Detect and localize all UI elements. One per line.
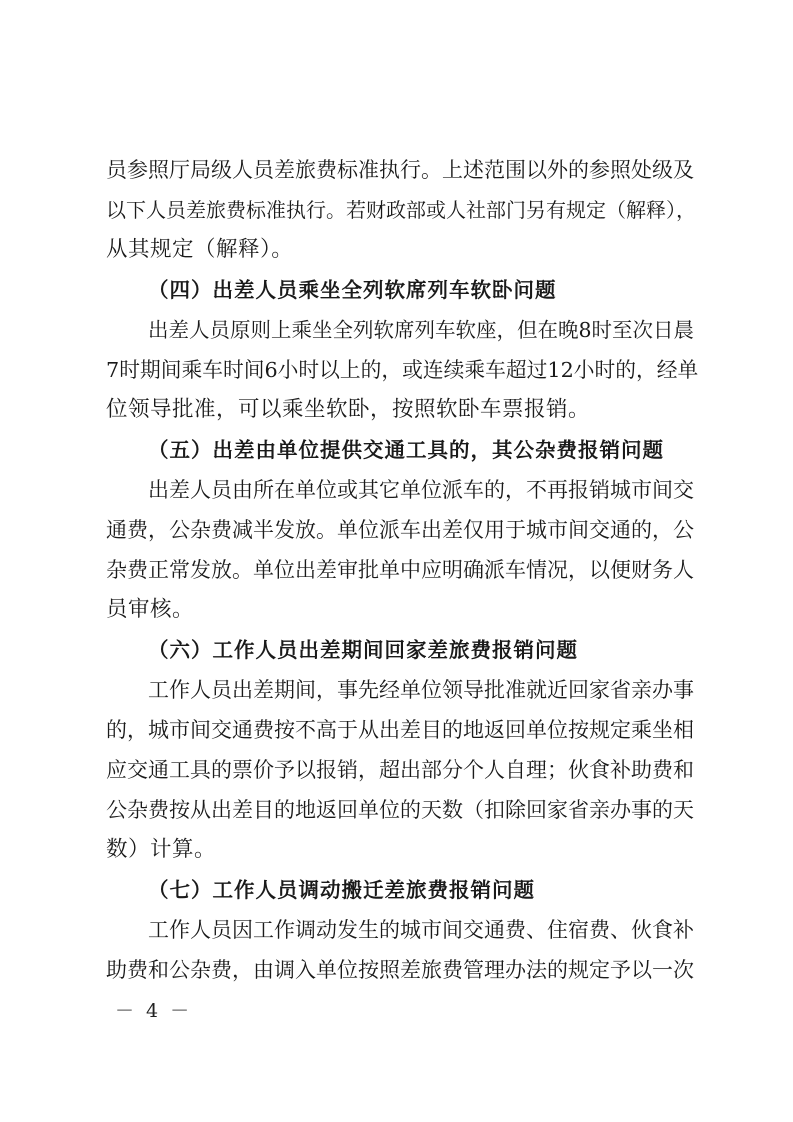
paragraph-line: 公杂费按从出差目的地返回单位的天数（扣除回家省亲办事的天 — [106, 798, 694, 822]
paragraph-line: 通费，公杂费减半发放。单位派车出差仅用于城市间交通的，公 — [106, 518, 694, 542]
section-heading-5: （五）出差由单位提供交通工具的，其公杂费报销问题 — [148, 438, 664, 462]
paragraph-line: 工作人员出差期间，事先经单位领导批准就近回家省亲办事 — [148, 678, 694, 702]
section-heading-6: （六）工作人员出差期间回家差旅费报销问题 — [148, 638, 578, 662]
paragraph-line: 杂费正常发放。单位出差审批单中应明确派车情况，以便财务人 — [106, 558, 694, 582]
paragraph-line: 出差人员由所在单位或其它单位派车的，不再报销城市间交 — [148, 478, 694, 502]
paragraph-line: 出差人员原则上乘坐全列软席列车软座，但在晚8时至次日晨 — [148, 318, 695, 342]
section-heading-4: （四）出差人员乘坐全列软席列车软卧问题 — [148, 278, 557, 302]
paragraph-line: 应交通工具的票价予以报销，超出部分个人自理；伙食补助费和 — [106, 758, 694, 782]
paragraph-line: 7时期间乘车时间6小时以上的，或连续乘车超过12小时的，经单 — [106, 358, 699, 382]
paragraph-line: 的，城市间交通费按不高于从出差目的地返回单位按规定乘坐相 — [106, 718, 694, 742]
page-number: － 4 － — [115, 1000, 193, 1022]
section-heading-7: （七）工作人员调动搬迁差旅费报销问题 — [148, 878, 535, 902]
paragraph-line: 工作人员因工作调动发生的城市间交通费、住宿费、伙食补 — [148, 918, 694, 942]
paragraph-line: 助费和公杂费，由调入单位按照差旅费管理办法的规定予以一次 — [106, 958, 694, 982]
paragraph-line: 员参照厅局级人员差旅费标准执行。上述范围以外的参照处级及 — [106, 158, 694, 182]
paragraph-line: 员审核。 — [106, 597, 195, 622]
paragraph-line: 以下人员差旅费标准执行。若财政部或人社部门另有规定（解释）， — [106, 198, 696, 222]
paragraph-line: 位领导批准，可以乘坐软卧，按照软卧车票报销。 — [106, 397, 591, 422]
paragraph-line: 数）计算。 — [106, 837, 217, 862]
paragraph-line: 从其规定（解释）。 — [106, 237, 294, 262]
